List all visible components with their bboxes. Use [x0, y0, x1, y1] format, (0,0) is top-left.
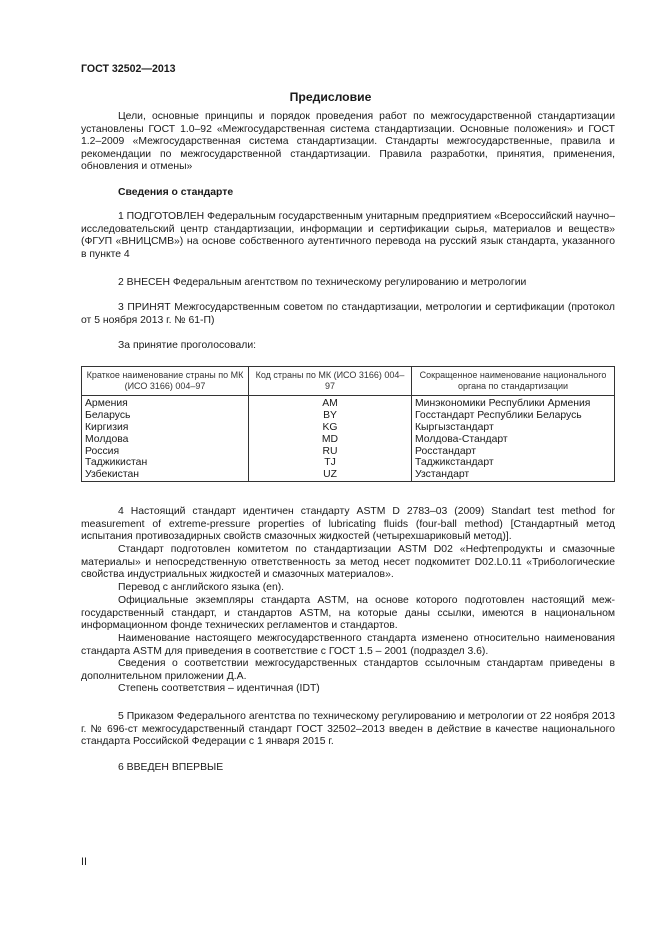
- item-5-paragraph: 5 Приказом Федерального агентства по техническому регулированию и метрологии от 22 ноября 2013 г. № 696-ст межгосударственный стандарт ГОСТ 32502–2013 введен в действие в качестве национального стандарта Российской Федерации с 1 января 2015 г.: [81, 711, 615, 748]
- body-cell: Молдова-Стандарт: [412, 434, 615, 446]
- code-cell: BY: [249, 410, 412, 422]
- table-row: [82, 434, 615, 446]
- code-cell: MD: [249, 434, 412, 446]
- intro-paragraph: Цели, основные принципы и порядок проведения работ по межгосударственной стандартизации установлены ГОСТ 1.0–92 «Межгосударственная система стандартизации. Основные положения» и ГОСТ 1.2–2009 «Межгосударственная система стандартизации. Стандарты межгосударственные, правила и рекомендации по межгосударственной стандартизации. Правила разработки, принятия, применения, обновления и отмены»: [81, 111, 615, 173]
- table-row: [82, 446, 615, 458]
- table-row: [82, 469, 615, 481]
- table-header-row: [82, 367, 615, 396]
- item-1-paragraph: 1 ПОДГОТОВЛЕН Федеральным государственным унитарным предприятием «Всероссийский научно–исследовательский центр стандартизации, информации и сертификации сырья, материалов и веществ» (ФГУП «ВНИЦСМВ») на основе собственного аутентичного перевода на русский язык стандарта, указанного в пункте 4: [81, 211, 615, 260]
- item-6-paragraph: 6 ВВЕДЕН ВПЕРВЫЕ: [118, 762, 224, 773]
- body-cell: Минэкономики Республики Армения: [412, 396, 615, 410]
- table-row: [82, 422, 615, 434]
- code-cell: KG: [249, 422, 412, 434]
- page-title: Предисловие: [289, 90, 372, 104]
- table-row: [82, 410, 615, 422]
- header-country: Краткое наименование страны по МК (ИСО 3166) 004–97: [82, 367, 249, 396]
- country-cell: Таджикистан: [82, 457, 249, 469]
- body-cell: Таджикстандарт: [412, 457, 615, 469]
- item-3-paragraph: 3 ПРИНЯТ Межгосударственным советом по стандартизации, метрологии и сертификации (протокол от 5 ноября 2013 г. № 61-П): [81, 302, 615, 326]
- item-4-paragraph-7: Степень соответствия – идентичная (IDT): [118, 683, 320, 694]
- item-4-paragraph-2: Стандарт подготовлен комитетом по стандартизации ASTM D02 «Нефтепродукты и смазочные материалы» и непосредственную ответственность за метод несет подкомитет D02.L0.11 «Трибологические свойства индустриальных жидкостей и смазочных материалов».: [81, 544, 615, 581]
- item-4-paragraph-1: 4 Настоящий стандарт идентичен стандарту ASTM D 2783–03 (2009) Standart test method for measurement of extreme-pressure properties of lubricating fluids (four-ball method) [Стандартный метод испытания противозадирных свойств смазочных жидкостей (четырехшариковый метод)].: [81, 506, 615, 543]
- section-title: Сведения о стандарте: [118, 187, 234, 198]
- item-4-paragraph-5: Наименование настоящего межгосударственного стандарта изменено относительно наименования стандарта ASTM для приведения в соответствие с ГОСТ 1.5 – 2001 (подраздел 3.6).: [81, 633, 615, 657]
- code-cell: TJ: [249, 457, 412, 469]
- country-cell: Киргизия: [82, 422, 249, 434]
- item-4-paragraph-3: Перевод с английского языка (en).: [118, 582, 285, 593]
- body-cell: Госстандарт Республики Беларусь: [412, 410, 615, 422]
- body-cell: Кыргызстандарт: [412, 422, 615, 434]
- country-cell: Молдова: [82, 434, 249, 446]
- code-cell: AM: [249, 396, 412, 410]
- doc-code-header: ГОСТ 32502—2013: [81, 63, 176, 75]
- votes-table: [81, 366, 615, 482]
- code-cell: UZ: [249, 469, 412, 481]
- page-number: II: [81, 856, 87, 868]
- header-code: Код страны по МК (ИСО 3166) 004–97: [249, 367, 412, 396]
- table-row: [82, 457, 615, 469]
- body-cell: Узстандарт: [412, 469, 615, 481]
- body-cell: Росстандарт: [412, 446, 615, 458]
- country-cell: Беларусь: [82, 410, 249, 422]
- vote-intro: За принятие проголосовали:: [118, 340, 257, 351]
- country-cell: Узбекистан: [82, 469, 249, 481]
- table-row: [82, 396, 615, 410]
- item-4-paragraph-6: Сведения о соответствии межгосударственных стандартов ссылочным стандартам приведены в дополнительном приложении Д.А.: [81, 658, 615, 682]
- header-body: Сокращенное наименование национального органа по стандартизации: [412, 367, 615, 396]
- item-2-paragraph: 2 ВНЕСЕН Федеральным агентством по техническому регулированию и метрологии: [118, 277, 527, 288]
- item-4-paragraph-4: Официальные экземпляры стандарта ASTM, на основе которого подготовлен настоящий межгосударственный стандарт, и стандартов ASTM, на которые даны ссылки, имеются в национальном информационном фонде технических регламентов и стандартов.: [81, 595, 615, 632]
- country-cell: Россия: [82, 446, 249, 458]
- code-cell: RU: [249, 446, 412, 458]
- country-cell: Армения: [82, 396, 249, 410]
